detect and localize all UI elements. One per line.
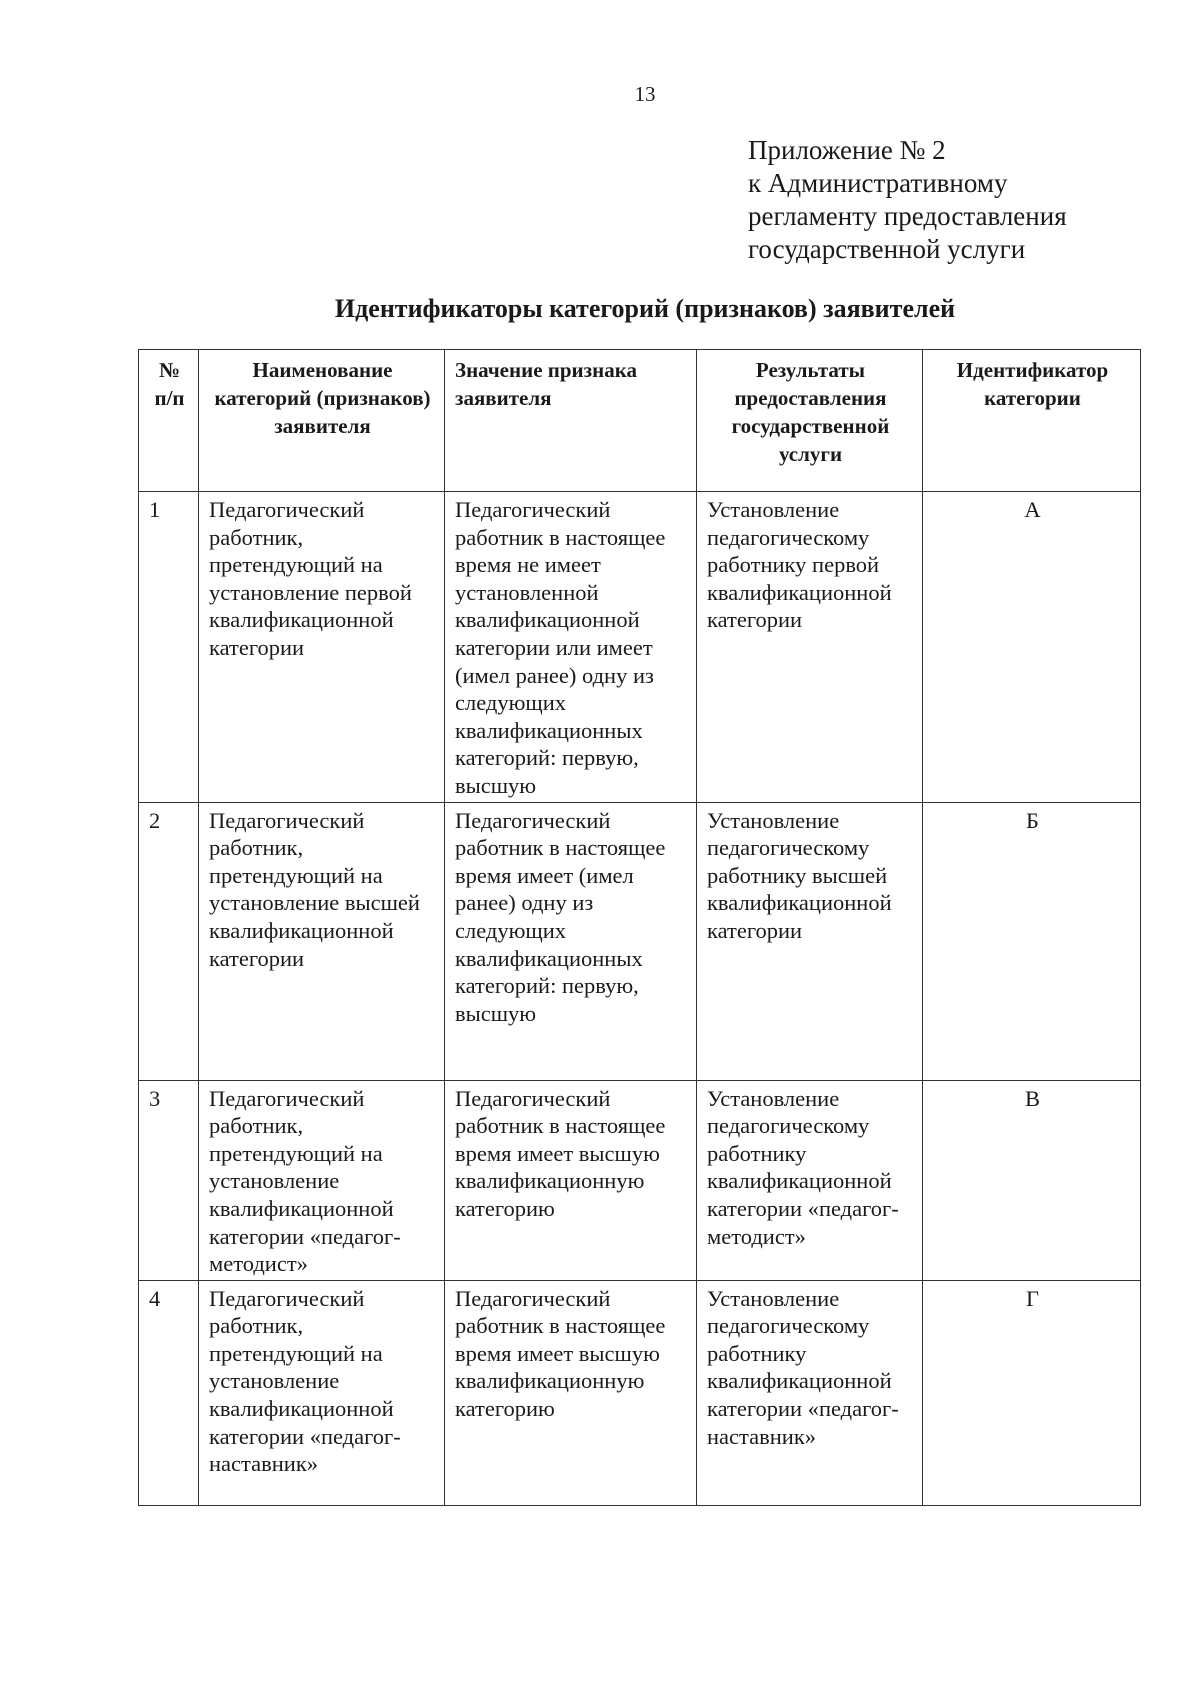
row-category: Педагогический работник, претендующий на установление первой квалификационной категории (199, 492, 445, 803)
table-row (139, 1280, 1141, 1505)
row-category: Педагогический работник, претендующий на установление квалификационной категории «педагог-методист» (199, 1080, 445, 1280)
row-identifier: Г (923, 1280, 1141, 1505)
appendix-line: государственной услуги (748, 234, 1026, 264)
row-result: Установление педагогическому работнику первой квалификационной категории (697, 492, 923, 803)
row-number: 1 (139, 492, 199, 803)
row-number: 3 (139, 1080, 199, 1280)
row-result: Установление педагогическому работнику квалификационной категории «педагог-наставник» (697, 1280, 923, 1505)
table-row (139, 492, 1141, 803)
appendix-line: к Административному (748, 168, 1008, 198)
row-value: Педагогический работник в настоящее время не имеет установленной квалификационной категории или имеет (имел ранее) одну из следующих квалификационных категорий: первую, высшую (445, 492, 697, 803)
row-category: Педагогический работник, претендующий на установление высшей квалификационной категории (199, 802, 445, 1080)
table-row (139, 802, 1141, 1080)
row-value: Педагогический работник в настоящее время имеет высшую квалификационную категорию (445, 1280, 697, 1505)
header-category-name: Наименование категорий (признаков) заявителя (199, 350, 445, 492)
row-result: Установление педагогическому работнику высшей квалификационной категории (697, 802, 923, 1080)
table-row (139, 1080, 1141, 1280)
row-result: Установление педагогическому работнику квалификационной категории «педагог-методист» (697, 1080, 923, 1280)
row-number: 2 (139, 802, 199, 1080)
row-value: Педагогический работник в настоящее время имеет (имел ранее) одну из следующих квалификационных категорий: первую, высшую (445, 802, 697, 1080)
row-identifier: А (923, 492, 1141, 803)
document-title: Идентификаторы категорий (признаков) заявителей (334, 294, 956, 323)
header-service-results: Результаты предоставления государственной услуги (697, 350, 923, 492)
page-number: 13 (634, 82, 656, 106)
categories-table (138, 349, 1141, 1506)
row-identifier: В (923, 1080, 1141, 1280)
row-identifier: Б (923, 802, 1141, 1080)
header-attribute-value: Значение признака заявителя (445, 350, 697, 492)
row-value: Педагогический работник в настоящее время имеет высшую квалификационную категорию (445, 1080, 697, 1280)
header-category-identifier: Идентификатор категории (923, 350, 1141, 492)
header-number: № п/п (139, 350, 199, 492)
appendix-line: Приложение № 2 (748, 135, 946, 165)
appendix-heading (748, 134, 1067, 266)
row-number: 4 (139, 1280, 199, 1505)
row-category: Педагогический работник, претендующий на установление квалификационной категории «педагог-наставник» (199, 1280, 445, 1505)
appendix-line: регламенту предоставления (748, 201, 1067, 231)
table-header-row (139, 350, 1141, 492)
